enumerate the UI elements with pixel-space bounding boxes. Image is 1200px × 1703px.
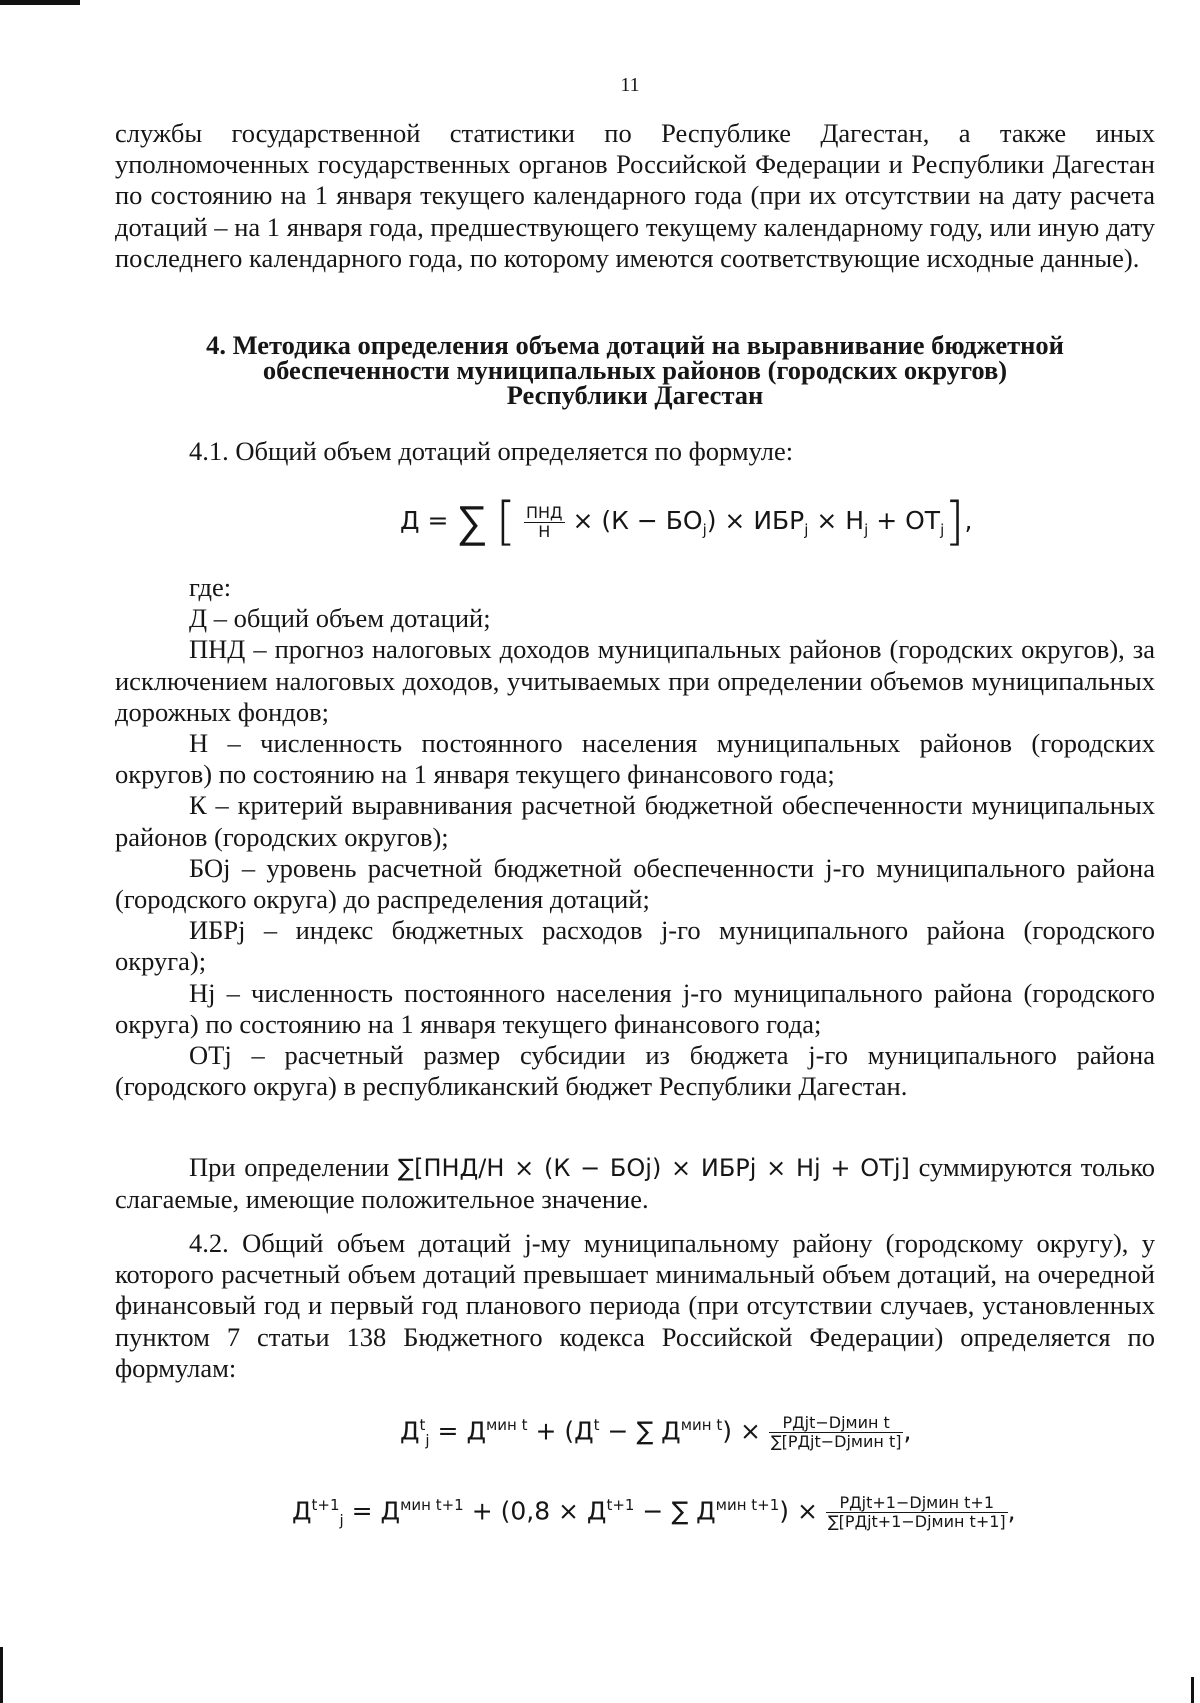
formula-lhs: Д: [400, 1416, 420, 1446]
formula-comma: ,: [964, 506, 973, 535]
sum-symbol: ∑: [456, 496, 488, 548]
subscript: j: [425, 1431, 430, 1450]
definition-item: БОj – уровень расчетной бюджетной обеспеченности j-го муниципального района (городского округа) до распределения дотаций;: [115, 852, 1155, 915]
inline-sum-formula: ∑[ПНД/Н × (К − БОj) × ИБРj × Нj + ОТj]: [397, 1154, 910, 1182]
formula-term: × (К − БО: [572, 506, 703, 535]
fraction-numerator: РДjt−Djмин t: [769, 1414, 904, 1433]
where-label: где:: [189, 572, 232, 602]
paragraph-4-2-text: 4.2. Общий объем дотаций j-му муниципальному району (городскому округу), у которого расчетный объем дотаций превышает минимальный объем дотаций, на очередной финансовый год и первый год планового периода (при отсутствии случаев, установленных пунктом 7 статьи 138 Бюджетного кодекса Российской Федерации) определяется по формулам:: [115, 1228, 1155, 1383]
formula-term: = Д: [351, 1496, 401, 1526]
formula-total-dotation: [400, 492, 972, 552]
definition-item: ОТj – расчетный размер субсидии из бюджета j-го муниципального района (городского округа) в республиканский бюджет Республики Дагестан.: [115, 1040, 1155, 1102]
scan-edge-mark: [0, 1647, 3, 1703]
fraction-denominator: Н: [538, 521, 551, 541]
formula-term: × Н: [816, 506, 865, 535]
summation-note-after: суммируются только слагаемые, имеющие положительное значение.: [115, 1152, 1156, 1215]
formula-lhs: Д: [292, 1496, 312, 1526]
superscript: мин t: [485, 1416, 528, 1435]
formula-term: − ∑ Д: [642, 1496, 716, 1526]
definitions-block: [115, 572, 1155, 1102]
fraction-pnd-n: [524, 504, 565, 541]
fraction-denominator: ∑[РДjt+1−Djмин t+1]: [827, 1512, 1006, 1531]
superscript: t: [593, 1416, 600, 1435]
formula-dotation-t-plus-1: [292, 1494, 1016, 1531]
formula-term: ) ×: [722, 1416, 761, 1446]
formula-term: + ОТ: [876, 506, 941, 535]
open-bracket: [: [495, 492, 517, 552]
heading-line-2: обеспеченности муниципальных районов (городских округов): [262, 355, 1008, 385]
formula-comma: ,: [1007, 1496, 1016, 1526]
superscript: мин t: [680, 1416, 723, 1435]
fraction: [826, 1494, 1008, 1531]
subscript-j: j: [940, 521, 945, 539]
heading-line-3: Республики Дагестан: [506, 380, 764, 410]
superscript: мин t+1: [400, 1496, 464, 1515]
formula-term: = Д: [437, 1416, 486, 1446]
superscript: t: [419, 1416, 426, 1435]
formula-term: ) × ИБР: [706, 506, 805, 535]
definition-item: ПНД – прогноз налоговых доходов муниципальных районов (городских округов), за исключением налоговых доходов, учитываемых при определении объемов муниципальных дорожных фондов;: [115, 634, 1155, 727]
paragraph-4-1-text: 4.1. Общий объем дотаций определяется по формуле:: [189, 436, 794, 466]
superscript: мин t+1: [715, 1496, 780, 1515]
formula-lhs: Д =: [400, 506, 449, 535]
scan-corner-mark: [0, 0, 80, 5]
definition-item: Нj – численность постоянного населения j-го муниципального района (городского округа) по состоянию на 1 января текущего финансового года;: [115, 977, 1155, 1039]
fraction-denominator: ∑[РДjt−Djмин t]: [770, 1432, 902, 1451]
fraction-numerator: РДjt+1−Djмин t+1: [826, 1494, 1008, 1513]
formula-comma: ,: [903, 1416, 912, 1446]
superscript: t+1: [311, 1496, 340, 1515]
paragraph-4-1: [115, 436, 1155, 467]
paragraph-4-2: [115, 1228, 1155, 1384]
close-bracket: ]: [944, 492, 965, 552]
section-heading: [115, 330, 1155, 410]
scan-edge-mark: [1191, 1677, 1194, 1703]
formula-term: ) ×: [779, 1496, 818, 1526]
summation-note-before: При определении: [189, 1152, 390, 1182]
formula-dotation-t: [400, 1414, 911, 1451]
definition-item: Н – численность постоянного населения муниципальных районов (городских округов) по состоянию на 1 января текущего финансового года;: [115, 728, 1155, 790]
page-number: 11: [620, 74, 640, 96]
subscript-j: j: [702, 521, 707, 539]
heading-line-1: 4. Методика определения объема дотаций на выравнивание бюджетной: [206, 330, 1064, 360]
intro-text: службы государственной статистики по Республике Дагестан, а также иных уполномоченных государственных органов Российской Федерации и Республики Дагестан по состоянию на 1 января текущего календарного года (при их отсутствии на дату расчета дотаций – на 1 января года, предшествующего текущему календарному году, или иную дату последнего календарного года, по которому имеются соответствующие исходные данные).: [115, 118, 1155, 273]
summation-note: [115, 1152, 1155, 1215]
intro-paragraph: [115, 118, 1155, 274]
summation-note-paragraph: [115, 1152, 1155, 1215]
definition-item: ИБРj – индекс бюджетных расходов j-го муниципального района (городского округа);: [115, 915, 1155, 977]
formula-term: − ∑ Д: [607, 1416, 681, 1446]
formula-term: + (0,8 × Д: [471, 1496, 607, 1526]
subscript-j: j: [864, 521, 869, 539]
definition-item: Д – общий объем дотаций;: [189, 603, 491, 634]
fraction-numerator: ПНД: [525, 502, 563, 522]
subscript-j: j: [804, 521, 809, 539]
fraction: [769, 1414, 904, 1451]
definition-item: К – критерий выравнивания расчетной бюджетной обеспеченности муниципальных районов (городских округов);: [115, 790, 1155, 852]
superscript: t+1: [606, 1496, 635, 1515]
subscript: j: [339, 1511, 344, 1530]
formula-term: + (Д: [535, 1416, 594, 1446]
